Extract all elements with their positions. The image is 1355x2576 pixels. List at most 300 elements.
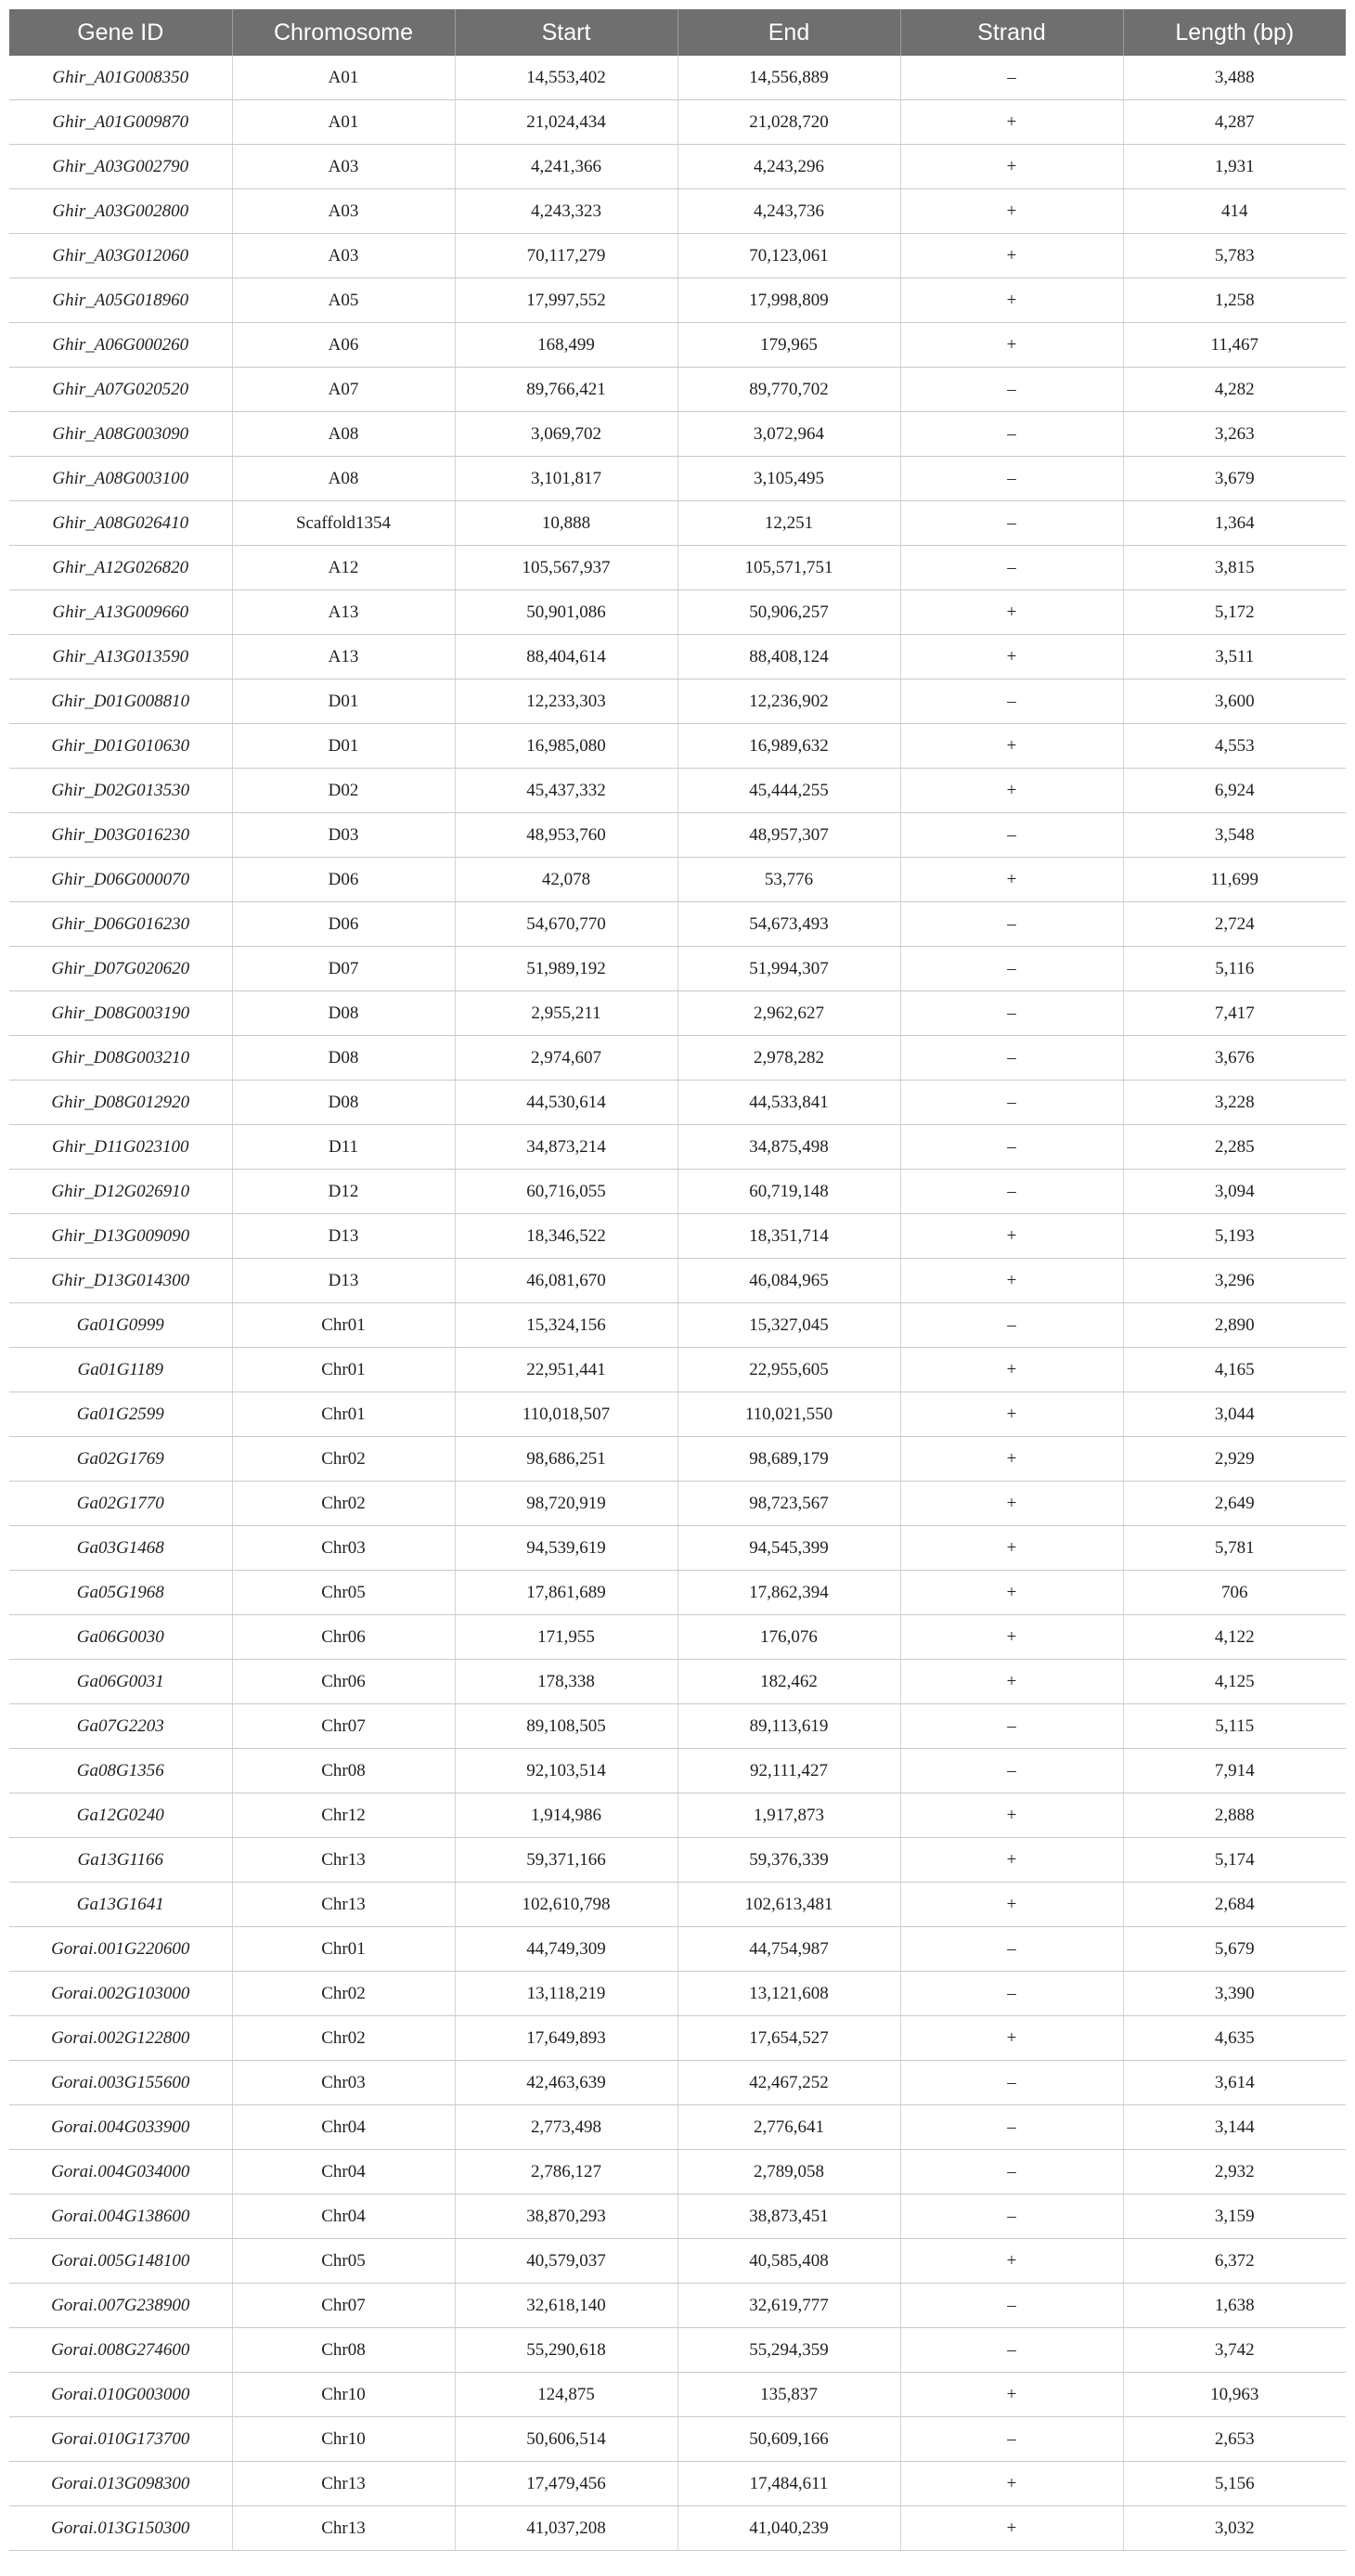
table-row bbox=[9, 1793, 1346, 1838]
table-row bbox=[9, 1749, 1346, 1793]
end-cell: 2,776,641 bbox=[678, 2105, 900, 2150]
length-cell: 2,653 bbox=[1123, 2417, 1346, 2462]
length-cell: 3,159 bbox=[1123, 2194, 1346, 2239]
strand-cell: – bbox=[900, 501, 1123, 546]
table-row bbox=[9, 769, 1346, 813]
table-row bbox=[9, 1571, 1346, 1615]
chromosome-cell: Chr04 bbox=[232, 2105, 455, 2150]
strand-cell: + bbox=[900, 858, 1123, 902]
start-cell: 98,686,251 bbox=[455, 1437, 678, 1482]
start-cell: 50,901,086 bbox=[455, 590, 678, 635]
table-row bbox=[9, 2284, 1346, 2328]
table-row bbox=[9, 1883, 1346, 1927]
gene-id-cell: Ga03G1468 bbox=[9, 1526, 232, 1571]
chromosome-cell: D08 bbox=[232, 1036, 455, 1081]
table-row bbox=[9, 2105, 1346, 2150]
gene-id-cell: Ghir_A08G003090 bbox=[9, 412, 232, 457]
strand-cell: – bbox=[900, 368, 1123, 412]
chromosome-cell: D01 bbox=[232, 680, 455, 724]
gene-id-cell: Ghir_A12G026820 bbox=[9, 546, 232, 590]
gene-id-cell: Ga07G2203 bbox=[9, 1704, 232, 1749]
end-cell: 55,294,359 bbox=[678, 2328, 900, 2373]
strand-cell: + bbox=[900, 145, 1123, 189]
end-cell: 89,113,619 bbox=[678, 1704, 900, 1749]
gene-id-cell: Gorai.003G155600 bbox=[9, 2061, 232, 2105]
strand-cell: + bbox=[900, 1615, 1123, 1660]
gene-id-cell: Ghir_D06G000070 bbox=[9, 858, 232, 902]
table-row bbox=[9, 635, 1346, 680]
gene-id-cell: Ghir_D08G012920 bbox=[9, 1081, 232, 1125]
start-cell: 12,233,303 bbox=[455, 680, 678, 724]
table-row bbox=[9, 1214, 1346, 1259]
end-cell: 32,619,777 bbox=[678, 2284, 900, 2328]
length-cell: 2,932 bbox=[1123, 2150, 1346, 2194]
end-cell: 42,467,252 bbox=[678, 2061, 900, 2105]
end-cell: 51,994,307 bbox=[678, 947, 900, 991]
end-cell: 12,251 bbox=[678, 501, 900, 546]
gene-id-cell: Gorai.002G122800 bbox=[9, 2016, 232, 2061]
chromosome-cell: Chr12 bbox=[232, 1793, 455, 1838]
length-cell: 5,193 bbox=[1123, 1214, 1346, 1259]
strand-cell: – bbox=[900, 1170, 1123, 1214]
start-cell: 50,606,514 bbox=[455, 2417, 678, 2462]
start-cell: 54,670,770 bbox=[455, 902, 678, 947]
length-cell: 5,783 bbox=[1123, 234, 1346, 278]
table-row bbox=[9, 412, 1346, 457]
strand-cell: + bbox=[900, 1793, 1123, 1838]
gene-id-cell: Gorai.008G274600 bbox=[9, 2328, 232, 2373]
end-cell: 40,585,408 bbox=[678, 2239, 900, 2284]
start-cell: 22,951,441 bbox=[455, 1348, 678, 1392]
gene-id-cell: Gorai.004G034000 bbox=[9, 2150, 232, 2194]
chromosome-cell: D01 bbox=[232, 724, 455, 769]
table-row bbox=[9, 1704, 1346, 1749]
gene-id-cell: Gorai.013G098300 bbox=[9, 2462, 232, 2506]
table-header bbox=[9, 9, 1346, 56]
table-row bbox=[9, 1081, 1346, 1125]
start-cell: 94,539,619 bbox=[455, 1526, 678, 1571]
chromosome-cell: D08 bbox=[232, 1081, 455, 1125]
start-cell: 2,786,127 bbox=[455, 2150, 678, 2194]
chromosome-cell: A08 bbox=[232, 457, 455, 501]
start-cell: 42,463,639 bbox=[455, 2061, 678, 2105]
end-cell: 135,837 bbox=[678, 2373, 900, 2417]
length-cell: 3,032 bbox=[1123, 2506, 1346, 2551]
table-row bbox=[9, 902, 1346, 947]
end-cell: 41,040,239 bbox=[678, 2506, 900, 2551]
length-cell: 3,390 bbox=[1123, 1972, 1346, 2016]
end-cell: 48,957,307 bbox=[678, 813, 900, 858]
strand-cell: – bbox=[900, 56, 1123, 100]
table-row bbox=[9, 501, 1346, 546]
start-cell: 105,567,937 bbox=[455, 546, 678, 590]
gene-table bbox=[9, 9, 1346, 2551]
gene-id-cell: Ghir_D02G013530 bbox=[9, 769, 232, 813]
start-cell: 55,290,618 bbox=[455, 2328, 678, 2373]
length-cell: 1,638 bbox=[1123, 2284, 1346, 2328]
end-cell: 45,444,255 bbox=[678, 769, 900, 813]
strand-cell: – bbox=[900, 1036, 1123, 1081]
table-row bbox=[9, 1036, 1346, 1081]
strand-cell: + bbox=[900, 100, 1123, 145]
chromosome-cell: Chr13 bbox=[232, 1883, 455, 1927]
strand-cell: + bbox=[900, 1571, 1123, 1615]
end-cell: 22,955,605 bbox=[678, 1348, 900, 1392]
table-row bbox=[9, 1170, 1346, 1214]
gene-id-cell: Ga13G1166 bbox=[9, 1838, 232, 1883]
end-cell: 4,243,736 bbox=[678, 189, 900, 234]
end-cell: 50,906,257 bbox=[678, 590, 900, 635]
chromosome-cell: Chr01 bbox=[232, 1348, 455, 1392]
strand-cell: + bbox=[900, 1437, 1123, 1482]
strand-cell: + bbox=[900, 1259, 1123, 1303]
chromosome-cell: A13 bbox=[232, 635, 455, 680]
table-row bbox=[9, 1303, 1346, 1348]
table-row bbox=[9, 323, 1346, 368]
end-cell: 98,689,179 bbox=[678, 1437, 900, 1482]
end-cell: 16,989,632 bbox=[678, 724, 900, 769]
gene-id-cell: Ghir_D13G014300 bbox=[9, 1259, 232, 1303]
start-cell: 17,649,893 bbox=[455, 2016, 678, 2061]
table-row bbox=[9, 724, 1346, 769]
table-row bbox=[9, 145, 1346, 189]
chromosome-cell: D08 bbox=[232, 991, 455, 1036]
chromosome-cell: D02 bbox=[232, 769, 455, 813]
header-chromosome: Chromosome bbox=[232, 9, 455, 56]
strand-cell: – bbox=[900, 412, 1123, 457]
gene-id-cell: Ghir_D01G010630 bbox=[9, 724, 232, 769]
chromosome-cell: A01 bbox=[232, 56, 455, 100]
gene-id-cell: Ghir_A08G026410 bbox=[9, 501, 232, 546]
strand-cell: + bbox=[900, 2239, 1123, 2284]
start-cell: 46,081,670 bbox=[455, 1259, 678, 1303]
table-row bbox=[9, 1259, 1346, 1303]
header-length: Length (bp) bbox=[1123, 9, 1346, 56]
start-cell: 89,108,505 bbox=[455, 1704, 678, 1749]
chromosome-cell: D07 bbox=[232, 947, 455, 991]
gene-id-cell: Ga01G1189 bbox=[9, 1348, 232, 1392]
chromosome-cell: Scaffold1354 bbox=[232, 501, 455, 546]
table-row bbox=[9, 1838, 1346, 1883]
length-cell: 5,679 bbox=[1123, 1927, 1346, 1972]
strand-cell: – bbox=[900, 2284, 1123, 2328]
gene-id-cell: Ghir_A03G002800 bbox=[9, 189, 232, 234]
start-cell: 70,117,279 bbox=[455, 234, 678, 278]
gene-id-cell: Ghir_A06G000260 bbox=[9, 323, 232, 368]
gene-id-cell: Ghir_A03G002790 bbox=[9, 145, 232, 189]
strand-cell: – bbox=[900, 546, 1123, 590]
end-cell: 53,776 bbox=[678, 858, 900, 902]
gene-id-cell: Ghir_A03G012060 bbox=[9, 234, 232, 278]
chromosome-cell: Chr10 bbox=[232, 2373, 455, 2417]
start-cell: 15,324,156 bbox=[455, 1303, 678, 1348]
table-row bbox=[9, 2328, 1346, 2373]
start-cell: 44,530,614 bbox=[455, 1081, 678, 1125]
end-cell: 17,484,611 bbox=[678, 2462, 900, 2506]
chromosome-cell: A13 bbox=[232, 590, 455, 635]
gene-id-cell: Gorai.010G173700 bbox=[9, 2417, 232, 2462]
table-row bbox=[9, 56, 1346, 100]
strand-cell: + bbox=[900, 234, 1123, 278]
table-row bbox=[9, 1125, 1346, 1170]
start-cell: 17,861,689 bbox=[455, 1571, 678, 1615]
end-cell: 17,998,809 bbox=[678, 278, 900, 323]
table-row bbox=[9, 858, 1346, 902]
length-cell: 3,614 bbox=[1123, 2061, 1346, 2105]
table-row bbox=[9, 189, 1346, 234]
length-cell: 7,914 bbox=[1123, 1749, 1346, 1793]
table-row bbox=[9, 2061, 1346, 2105]
length-cell: 11,699 bbox=[1123, 858, 1346, 902]
gene-id-cell: Gorai.001G220600 bbox=[9, 1927, 232, 1972]
length-cell: 3,296 bbox=[1123, 1259, 1346, 1303]
end-cell: 3,072,964 bbox=[678, 412, 900, 457]
length-cell: 3,144 bbox=[1123, 2105, 1346, 2150]
gene-id-cell: Ghir_D03G016230 bbox=[9, 813, 232, 858]
strand-cell: – bbox=[900, 2417, 1123, 2462]
start-cell: 42,078 bbox=[455, 858, 678, 902]
gene-id-cell: Gorai.013G150300 bbox=[9, 2506, 232, 2551]
gene-id-cell: Ghir_A05G018960 bbox=[9, 278, 232, 323]
strand-cell: + bbox=[900, 2462, 1123, 2506]
gene-id-cell: Ga05G1968 bbox=[9, 1571, 232, 1615]
start-cell: 45,437,332 bbox=[455, 769, 678, 813]
length-cell: 3,742 bbox=[1123, 2328, 1346, 2373]
start-cell: 110,018,507 bbox=[455, 1392, 678, 1437]
strand-cell: – bbox=[900, 2328, 1123, 2373]
start-cell: 51,989,192 bbox=[455, 947, 678, 991]
end-cell: 54,673,493 bbox=[678, 902, 900, 947]
start-cell: 14,553,402 bbox=[455, 56, 678, 100]
table-row bbox=[9, 2239, 1346, 2284]
strand-cell: – bbox=[900, 2061, 1123, 2105]
start-cell: 60,716,055 bbox=[455, 1170, 678, 1214]
start-cell: 41,037,208 bbox=[455, 2506, 678, 2551]
length-cell: 4,287 bbox=[1123, 100, 1346, 145]
table-row bbox=[9, 100, 1346, 145]
start-cell: 4,243,323 bbox=[455, 189, 678, 234]
chromosome-cell: A03 bbox=[232, 189, 455, 234]
start-cell: 59,371,166 bbox=[455, 1838, 678, 1883]
length-cell: 2,888 bbox=[1123, 1793, 1346, 1838]
length-cell: 5,115 bbox=[1123, 1704, 1346, 1749]
end-cell: 18,351,714 bbox=[678, 1214, 900, 1259]
strand-cell: – bbox=[900, 991, 1123, 1036]
gene-id-cell: Ghir_D08G003190 bbox=[9, 991, 232, 1036]
start-cell: 98,720,919 bbox=[455, 1482, 678, 1526]
length-cell: 10,963 bbox=[1123, 2373, 1346, 2417]
length-cell: 2,684 bbox=[1123, 1883, 1346, 1927]
length-cell: 414 bbox=[1123, 189, 1346, 234]
length-cell: 4,553 bbox=[1123, 724, 1346, 769]
table-body bbox=[9, 56, 1346, 2551]
start-cell: 2,773,498 bbox=[455, 2105, 678, 2150]
end-cell: 70,123,061 bbox=[678, 234, 900, 278]
start-cell: 13,118,219 bbox=[455, 1972, 678, 2016]
strand-cell: – bbox=[900, 2194, 1123, 2239]
strand-cell: – bbox=[900, 1927, 1123, 1972]
end-cell: 34,875,498 bbox=[678, 1125, 900, 1170]
gene-id-cell: Ga02G1769 bbox=[9, 1437, 232, 1482]
gene-id-cell: Gorai.004G033900 bbox=[9, 2105, 232, 2150]
chromosome-cell: Chr01 bbox=[232, 1392, 455, 1437]
length-cell: 3,511 bbox=[1123, 635, 1346, 680]
chromosome-cell: D11 bbox=[232, 1125, 455, 1170]
strand-cell: + bbox=[900, 189, 1123, 234]
gene-id-cell: Ga06G0030 bbox=[9, 1615, 232, 1660]
strand-cell: – bbox=[900, 457, 1123, 501]
chromosome-cell: Chr03 bbox=[232, 1526, 455, 1571]
table-row bbox=[9, 1437, 1346, 1482]
table-row bbox=[9, 2373, 1346, 2417]
chromosome-cell: Chr13 bbox=[232, 1838, 455, 1883]
strand-cell: + bbox=[900, 1838, 1123, 1883]
chromosome-cell: D06 bbox=[232, 902, 455, 947]
table-row bbox=[9, 813, 1346, 858]
strand-cell: + bbox=[900, 2373, 1123, 2417]
start-cell: 16,985,080 bbox=[455, 724, 678, 769]
table-row bbox=[9, 2194, 1346, 2239]
start-cell: 168,499 bbox=[455, 323, 678, 368]
table-row bbox=[9, 1660, 1346, 1704]
strand-cell: + bbox=[900, 1526, 1123, 1571]
start-cell: 34,873,214 bbox=[455, 1125, 678, 1170]
length-cell: 6,372 bbox=[1123, 2239, 1346, 2284]
length-cell: 2,929 bbox=[1123, 1437, 1346, 1482]
chromosome-cell: Chr06 bbox=[232, 1615, 455, 1660]
gene-id-cell: Gorai.005G148100 bbox=[9, 2239, 232, 2284]
strand-cell: + bbox=[900, 2506, 1123, 2551]
gene-id-cell: Ga08G1356 bbox=[9, 1749, 232, 1793]
length-cell: 1,364 bbox=[1123, 501, 1346, 546]
strand-cell: – bbox=[900, 2150, 1123, 2194]
gene-id-cell: Ghir_D07G020620 bbox=[9, 947, 232, 991]
strand-cell: + bbox=[900, 1348, 1123, 1392]
length-cell: 3,600 bbox=[1123, 680, 1346, 724]
table-row bbox=[9, 546, 1346, 590]
table-row bbox=[9, 680, 1346, 724]
length-cell: 4,125 bbox=[1123, 1660, 1346, 1704]
start-cell: 171,955 bbox=[455, 1615, 678, 1660]
gene-id-cell: Gorai.004G138600 bbox=[9, 2194, 232, 2239]
strand-cell: – bbox=[900, 902, 1123, 947]
end-cell: 92,111,427 bbox=[678, 1749, 900, 1793]
table-row bbox=[9, 1927, 1346, 1972]
end-cell: 46,084,965 bbox=[678, 1259, 900, 1303]
table-row bbox=[9, 991, 1346, 1036]
chromosome-cell: Chr02 bbox=[232, 1482, 455, 1526]
chromosome-cell: D03 bbox=[232, 813, 455, 858]
header-strand: Strand bbox=[900, 9, 1123, 56]
gene-id-cell: Ga06G0031 bbox=[9, 1660, 232, 1704]
gene-id-cell: Ga12G0240 bbox=[9, 1793, 232, 1838]
end-cell: 59,376,339 bbox=[678, 1838, 900, 1883]
table-row bbox=[9, 1615, 1346, 1660]
end-cell: 102,613,481 bbox=[678, 1883, 900, 1927]
length-cell: 3,488 bbox=[1123, 56, 1346, 100]
length-cell: 3,094 bbox=[1123, 1170, 1346, 1214]
strand-cell: + bbox=[900, 1660, 1123, 1704]
gene-id-cell: Ga13G1641 bbox=[9, 1883, 232, 1927]
strand-cell: + bbox=[900, 590, 1123, 635]
end-cell: 94,545,399 bbox=[678, 1526, 900, 1571]
table-row bbox=[9, 457, 1346, 501]
length-cell: 3,548 bbox=[1123, 813, 1346, 858]
header-gene-id: Gene ID bbox=[9, 9, 232, 56]
table-row bbox=[9, 590, 1346, 635]
end-cell: 2,962,627 bbox=[678, 991, 900, 1036]
chromosome-cell: Chr01 bbox=[232, 1927, 455, 1972]
strand-cell: – bbox=[900, 1303, 1123, 1348]
length-cell: 706 bbox=[1123, 1571, 1346, 1615]
length-cell: 3,676 bbox=[1123, 1036, 1346, 1081]
start-cell: 3,101,817 bbox=[455, 457, 678, 501]
header-row bbox=[9, 9, 1346, 56]
length-cell: 1,931 bbox=[1123, 145, 1346, 189]
length-cell: 2,724 bbox=[1123, 902, 1346, 947]
chromosome-cell: A03 bbox=[232, 145, 455, 189]
chromosome-cell: Chr04 bbox=[232, 2150, 455, 2194]
gene-id-cell: Ga02G1770 bbox=[9, 1482, 232, 1526]
chromosome-cell: A07 bbox=[232, 368, 455, 412]
start-cell: 17,479,456 bbox=[455, 2462, 678, 2506]
gene-id-cell: Ga01G2599 bbox=[9, 1392, 232, 1437]
gene-id-cell: Ga01G0999 bbox=[9, 1303, 232, 1348]
end-cell: 3,105,495 bbox=[678, 457, 900, 501]
gene-id-cell: Ghir_A08G003100 bbox=[9, 457, 232, 501]
length-cell: 4,282 bbox=[1123, 368, 1346, 412]
chromosome-cell: Chr07 bbox=[232, 2284, 455, 2328]
table-row bbox=[9, 2417, 1346, 2462]
gene-id-cell: Gorai.002G103000 bbox=[9, 1972, 232, 2016]
length-cell: 5,172 bbox=[1123, 590, 1346, 635]
chromosome-cell: Chr13 bbox=[232, 2506, 455, 2551]
table-row bbox=[9, 2506, 1346, 2551]
strand-cell: + bbox=[900, 278, 1123, 323]
chromosome-cell: A12 bbox=[232, 546, 455, 590]
table-row bbox=[9, 1482, 1346, 1526]
chromosome-cell: A03 bbox=[232, 234, 455, 278]
strand-cell: + bbox=[900, 1214, 1123, 1259]
length-cell: 3,815 bbox=[1123, 546, 1346, 590]
end-cell: 44,754,987 bbox=[678, 1927, 900, 1972]
gene-table-container bbox=[9, 9, 1346, 2551]
strand-cell: – bbox=[900, 1704, 1123, 1749]
length-cell: 3,228 bbox=[1123, 1081, 1346, 1125]
chromosome-cell: Chr02 bbox=[232, 1972, 455, 2016]
gene-id-cell: Ghir_A13G009660 bbox=[9, 590, 232, 635]
end-cell: 44,533,841 bbox=[678, 1081, 900, 1125]
start-cell: 17,997,552 bbox=[455, 278, 678, 323]
start-cell: 178,338 bbox=[455, 1660, 678, 1704]
table-row bbox=[9, 2150, 1346, 2194]
header-end: End bbox=[678, 9, 900, 56]
gene-id-cell: Ghir_A07G020520 bbox=[9, 368, 232, 412]
table-row bbox=[9, 368, 1346, 412]
start-cell: 2,974,607 bbox=[455, 1036, 678, 1081]
gene-id-cell: Ghir_D11G023100 bbox=[9, 1125, 232, 1170]
start-cell: 21,024,434 bbox=[455, 100, 678, 145]
length-cell: 5,156 bbox=[1123, 2462, 1346, 2506]
chromosome-cell: Chr04 bbox=[232, 2194, 455, 2239]
length-cell: 4,635 bbox=[1123, 2016, 1346, 2061]
start-cell: 1,914,986 bbox=[455, 1793, 678, 1838]
chromosome-cell: Chr02 bbox=[232, 1437, 455, 1482]
length-cell: 2,890 bbox=[1123, 1303, 1346, 1348]
chromosome-cell: Chr03 bbox=[232, 2061, 455, 2105]
chromosome-cell: A01 bbox=[232, 100, 455, 145]
start-cell: 102,610,798 bbox=[455, 1883, 678, 1927]
